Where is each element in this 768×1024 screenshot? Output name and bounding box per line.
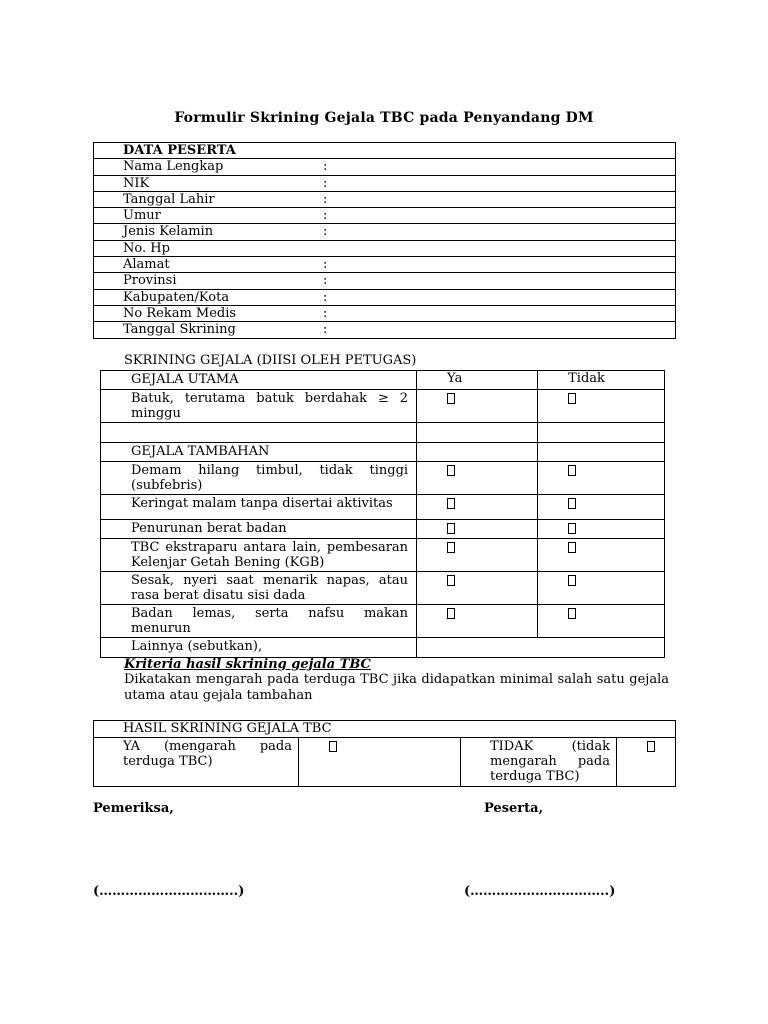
- gejala-row: [101, 605, 665, 638]
- field-label: No Rekam Medis: [123, 305, 237, 321]
- field-label: Umur: [123, 208, 161, 224]
- hasil-tidak-label: TIDAK (tidak mengarah pada terduga TBC): [461, 738, 617, 787]
- peserta-row: [94, 273, 676, 289]
- field-label: Alamat: [123, 257, 170, 273]
- empty-row: [101, 423, 665, 443]
- skrining-gejala-table: [100, 370, 665, 658]
- hasil-tidak-checkbox[interactable]: [647, 741, 655, 752]
- gejala-utama-header: GEJALA UTAMA: [101, 371, 417, 390]
- ya-checkbox[interactable]: [447, 523, 455, 534]
- gejala-text: TBC ekstraparu antara lain, pembesaran Kelenjar Getah Bening (KGB): [101, 539, 417, 572]
- gejala-tambahan-header: GEJALA TAMBAHAN: [101, 443, 417, 462]
- ya-column-header: Ya: [417, 371, 538, 390]
- peserta-row: [94, 208, 676, 224]
- tidak-checkbox[interactable]: [568, 393, 576, 404]
- gejala-text: Sesak, nyeri saat menarik napas, atau rasa berat disatu sisi dada: [101, 572, 417, 605]
- field-label: Kabupaten/Kota: [123, 289, 230, 305]
- peserta-row: [94, 289, 676, 305]
- tidak-checkbox[interactable]: [568, 465, 576, 476]
- tidak-checkbox[interactable]: [568, 498, 576, 509]
- data-peserta-table: [93, 142, 676, 339]
- ya-checkbox[interactable]: [447, 542, 455, 553]
- gejala-row: [101, 462, 665, 495]
- peserta-row: [94, 257, 676, 273]
- field-colon: :: [323, 175, 328, 191]
- field-label: No. Hp: [123, 240, 170, 256]
- field-colon: :: [323, 305, 328, 321]
- gejala-row: [101, 539, 665, 572]
- peserta-signature-line: (…………………………..): [464, 884, 616, 899]
- peserta-row: [94, 224, 676, 240]
- peserta-label: Peserta,: [484, 801, 544, 816]
- hasil-ya-label: YA (mengarah pada terduga TBC): [94, 738, 299, 787]
- lainnya-label: Lainnya (sebutkan),: [101, 638, 417, 658]
- field-label: Tanggal Lahir: [123, 191, 215, 207]
- gejala-row: [101, 520, 665, 539]
- tidak-column-header: Tidak: [538, 371, 665, 390]
- field-colon: :: [323, 257, 328, 273]
- gejala-text: Keringat malam tanpa disertai aktivitas: [101, 495, 417, 520]
- gejala-text: Batuk, terutama batuk berdahak ≥ 2 minggu: [101, 390, 417, 423]
- field-label: Provinsi: [123, 273, 177, 289]
- field-colon: :: [323, 289, 328, 305]
- ya-checkbox[interactable]: [447, 608, 455, 619]
- field-colon: :: [323, 159, 328, 175]
- skrining-section-label: SKRINING GEJALA (DIISI OLEH PETUGAS): [124, 353, 417, 368]
- data-peserta-header: DATA PESERTA: [94, 143, 676, 159]
- peserta-row: [94, 240, 676, 256]
- peserta-row: [94, 191, 676, 207]
- gejala-text: Demam hilang timbul, tidak tinggi (subfebris): [101, 462, 417, 495]
- lainnya-row: [101, 638, 665, 658]
- ya-checkbox[interactable]: [447, 465, 455, 476]
- tidak-checkbox[interactable]: [568, 608, 576, 619]
- pemeriksa-signature-line: (…………………………..): [93, 884, 245, 899]
- field-colon: :: [323, 224, 328, 240]
- hasil-header: HASIL SKRINING GEJALA TBC: [94, 721, 676, 738]
- peserta-row: [94, 175, 676, 191]
- ya-checkbox[interactable]: [447, 575, 455, 586]
- form-title: Formulir Skrining Gejala TBC pada Penyandang DM: [174, 110, 594, 126]
- field-label: NIK: [123, 175, 150, 191]
- hasil-ya-checkbox[interactable]: [329, 741, 337, 752]
- field-colon: :: [323, 273, 328, 289]
- field-colon: :: [323, 208, 328, 224]
- gejala-row: [101, 495, 665, 520]
- field-label: Nama Lengkap: [123, 159, 224, 175]
- gejala-text: Badan lemas, serta nafsu makan menurun: [101, 605, 417, 638]
- field-colon: :: [323, 322, 328, 338]
- field-label: Jenis Kelamin: [123, 224, 214, 240]
- lainnya-input[interactable]: [417, 638, 665, 658]
- ya-checkbox[interactable]: [447, 393, 455, 404]
- kriteria-title: Kriteria hasil skrining gejala TBC: [124, 657, 371, 672]
- peserta-row: [94, 322, 676, 338]
- peserta-row: [94, 305, 676, 321]
- peserta-row: [94, 159, 676, 175]
- tidak-checkbox[interactable]: [568, 542, 576, 553]
- kriteria-text: Dikatakan mengarah pada terduga TBC jika didapatkan minimal salah satu gejala utama atau gejala tambahan: [124, 672, 669, 703]
- field-colon: :: [323, 191, 328, 207]
- pemeriksa-label: Pemeriksa,: [93, 801, 174, 816]
- gejala-row: [101, 390, 665, 423]
- tidak-checkbox[interactable]: [568, 523, 576, 534]
- field-label: Tanggal Skrining: [123, 322, 236, 338]
- gejala-text: Penurunan berat badan: [101, 520, 417, 539]
- ya-checkbox[interactable]: [447, 498, 455, 509]
- tidak-checkbox[interactable]: [568, 575, 576, 586]
- gejala-row: [101, 572, 665, 605]
- hasil-skrining-table: [93, 720, 676, 787]
